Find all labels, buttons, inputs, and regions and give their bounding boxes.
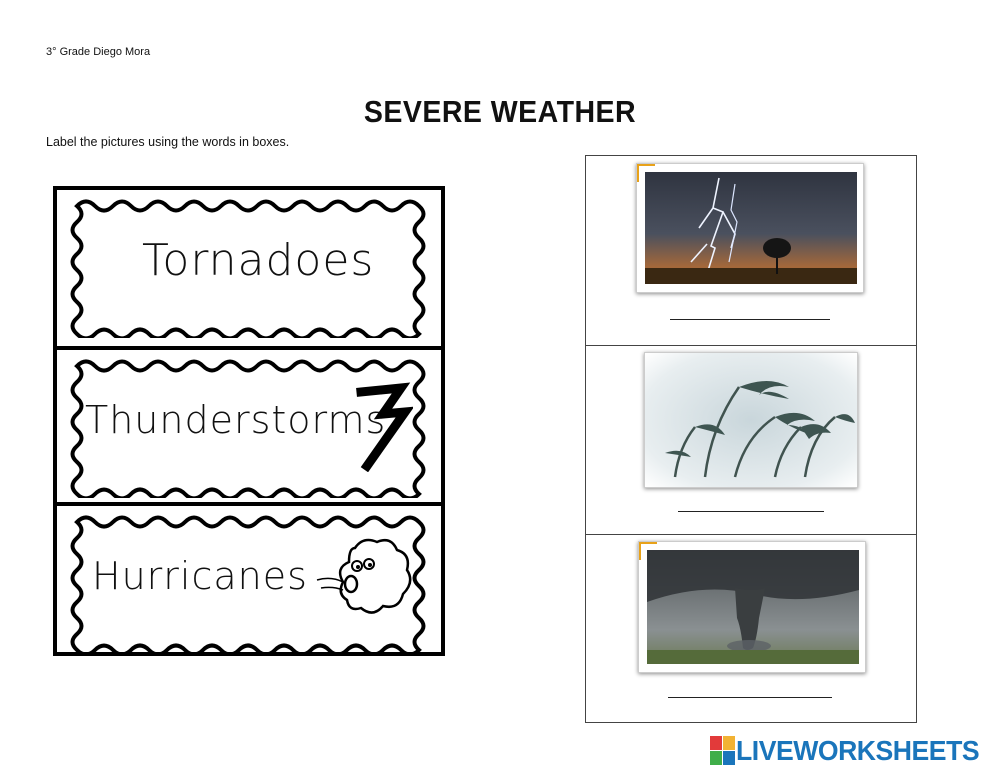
picture-cell-1 (586, 156, 916, 345)
author-line: 3° Grade Diego Mora (46, 46, 151, 58)
picture-table (585, 155, 917, 723)
liveworksheets-logo (710, 733, 992, 769)
page-title: SEVERE WEATHER (363, 94, 637, 129)
lightning-bolt-icon (353, 382, 413, 472)
word-label: Tornadoes (142, 235, 375, 286)
word-box-tornadoes (57, 190, 441, 345)
brand-letter-blocks-icon (710, 736, 736, 766)
answer-line-2[interactable] (678, 511, 824, 512)
blowing-cloud-icon (315, 528, 415, 628)
word-bank (53, 186, 445, 656)
answer-line-3[interactable] (668, 697, 832, 698)
word-label: Thunderstorms (85, 398, 387, 442)
brand-name: LIVEWORKSHEETS (736, 735, 980, 766)
picture-cell-2 (586, 345, 916, 534)
lightning-storm-photo (636, 163, 864, 293)
word-box-thunderstorms (57, 346, 441, 501)
picture-cell-3 (586, 534, 916, 722)
tornado-photo (638, 541, 866, 673)
word-label: Hurricanes (92, 554, 308, 598)
instructions: Label the pictures using the words in boxes. (46, 135, 290, 149)
word-box-hurricanes (57, 502, 441, 657)
answer-line-1[interactable] (670, 319, 830, 320)
hurricane-palm-trees-photo (644, 352, 858, 488)
